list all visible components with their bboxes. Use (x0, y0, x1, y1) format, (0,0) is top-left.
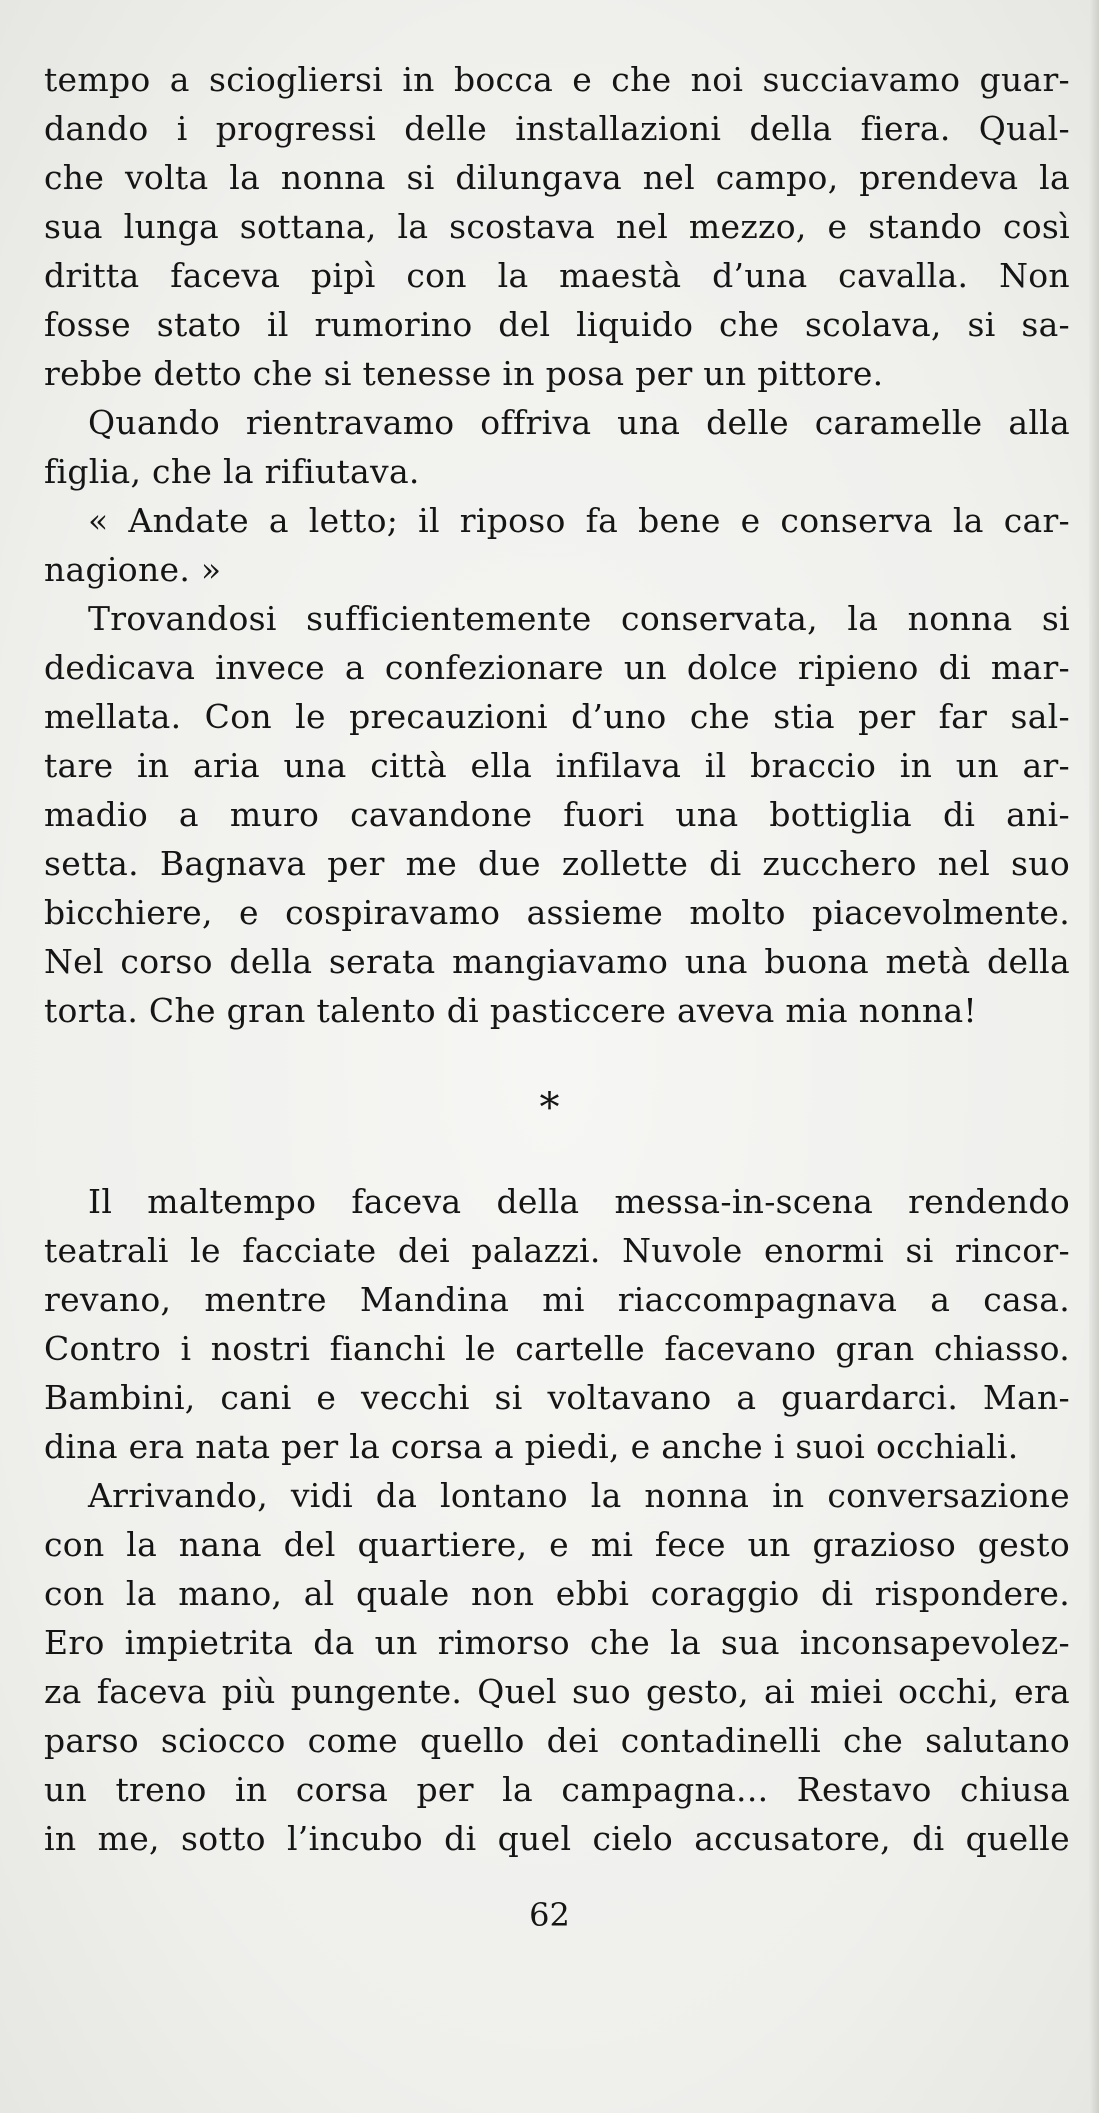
text-line: mellata. Con le precauzioni d’uno che stia per far sal- (44, 697, 1070, 736)
text-line: tare in aria una città ella infilava il braccio in un ar- (44, 746, 1070, 785)
text-line: tempo a sciogliersi in bocca e che noi succiavamo guar- (44, 60, 1070, 99)
text-line: setta. Bagnava per me due zollette di zucchero nel suo (44, 844, 1070, 883)
text-line: dedicava invece a confezionare un dolce ripieno di mar- (44, 648, 1070, 687)
text-line: figlia, che la rifiutava. (44, 452, 420, 491)
text-line: dritta faceva pipì con la maestà d’una cavalla. Non (44, 256, 1070, 295)
text-block-top (44, 55, 1070, 1035)
text-line: Ero impietrita da un rimorso che la sua inconsapevolez- (44, 1623, 1070, 1662)
text-line: Il maltempo faceva della messa-in-scena rendendo (88, 1182, 1070, 1221)
text-line: in me, sotto l’incubo di quel cielo accusatore, di quelle (44, 1819, 1070, 1858)
text-line: con la mano, al quale non ebbi coraggio di rispondere. (44, 1574, 1070, 1613)
text-block-bottom (44, 1177, 1070, 1863)
section-separator-asterisk: * (539, 1085, 560, 1131)
text-line: dina era nata per la corsa a piedi, e anche i suoi occhiali. (44, 1427, 1019, 1466)
text-line: parso sciocco come quello dei contadinelli che salutano (44, 1721, 1070, 1760)
text-line: con la nana del quartiere, e mi fece un grazioso gesto (44, 1525, 1070, 1564)
text-line: che volta la nonna si dilungava nel campo, prendeva la (44, 158, 1070, 197)
text-line: Bambini, cani e vecchi si voltavano a guardarci. Man- (44, 1378, 1070, 1417)
text-line: fosse stato il rumorino del liquido che scolava, si sa- (44, 305, 1070, 344)
text-line: dando i progressi delle installazioni della fiera. Qual- (44, 109, 1070, 148)
text-line: Quando rientravamo offriva una delle caramelle alla (88, 403, 1070, 442)
text-line: teatrali le facciate dei palazzi. Nuvole enormi si rincor- (44, 1231, 1070, 1270)
page-number: 62 (529, 1896, 570, 1934)
text-line: un treno in corsa per la campagna... Restavo chiusa (44, 1770, 1070, 1809)
text-line: nagione. » (44, 550, 222, 589)
text-line: Nel corso della serata mangiavamo una buona metà della (44, 942, 1070, 981)
text-line: madio a muro cavandone fuori una bottiglia di ani- (44, 795, 1070, 834)
text-line: Contro i nostri fianchi le cartelle facevano gran chiasso. (44, 1329, 1070, 1368)
text-line: Arrivando, vidi da lontano la nonna in conversazione (88, 1476, 1070, 1515)
text-line: za faceva più pungente. Quel suo gesto, ai miei occhi, era (44, 1672, 1070, 1711)
text-line: Trovandosi sufficientemente conservata, la nonna si (88, 599, 1070, 638)
text-line: torta. Che gran talento di pasticcere aveva mia nonna! (44, 991, 977, 1030)
text-line: sua lunga sottana, la scostava nel mezzo, e stando così (44, 207, 1070, 246)
text-line: revano, mentre Mandina mi riaccompagnava a casa. (44, 1280, 1070, 1319)
text-line: rebbe detto che si tenesse in posa per un pittore. (44, 354, 884, 393)
page-edge-shadow (1089, 0, 1099, 2113)
text-line: bicchiere, e cospiravamo assieme molto piacevolmente. (44, 893, 1070, 932)
text-line: « Andate a letto; il riposo fa bene e conserva la car- (88, 501, 1070, 540)
